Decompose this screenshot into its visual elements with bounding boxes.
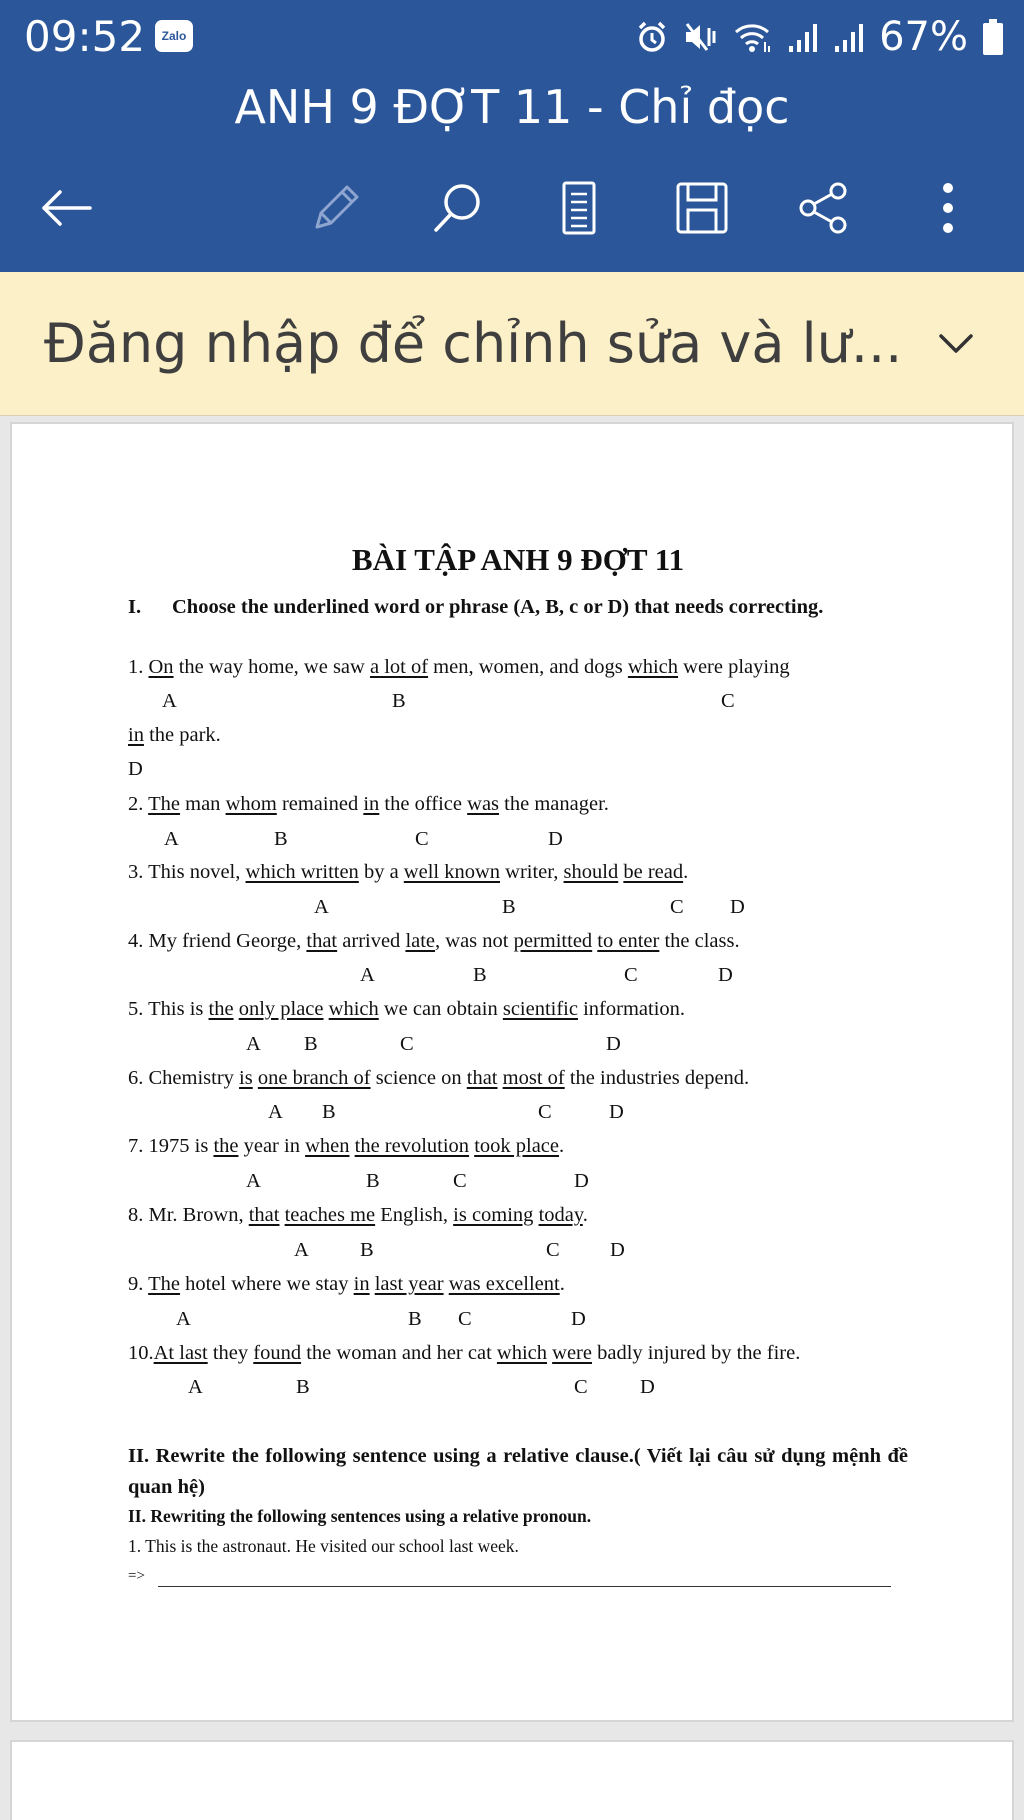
battery-percent: 67%: [879, 14, 968, 60]
question-7: 7. 1975 is the year in when the revolution took place.: [128, 1135, 565, 1157]
zalo-notification-icon: Zalo: [155, 20, 193, 52]
wifi-icon: [733, 20, 773, 54]
answer-arrow: =>: [128, 1568, 145, 1584]
option-letter: C: [574, 1376, 588, 1398]
status-time: 09:52: [24, 12, 146, 61]
question-2: 2. The man whom remained in the office was the manager.: [128, 793, 609, 815]
option-letter: D: [730, 896, 745, 918]
option-letter: C: [670, 896, 684, 918]
document-title: ANH 9 ĐỢT 11 - Chỉ đọc: [234, 80, 790, 134]
option-letter: A: [162, 690, 177, 712]
option-letter: A: [164, 828, 179, 850]
section-1-text: Choose the underlined word or phrase (A, B, c or D) that needs correcting.: [172, 596, 824, 618]
expand-banner-button[interactable]: [928, 316, 984, 372]
option-letter: A: [246, 1170, 261, 1192]
edit-button[interactable]: [298, 170, 374, 246]
worksheet-title: BÀI TẬP ANH 9 ĐỢT 11: [351, 542, 685, 577]
option-letter: D: [128, 758, 143, 780]
toolbar: [0, 170, 1024, 246]
option-letter: A: [246, 1033, 261, 1055]
sign-in-banner[interactable]: [0, 272, 1024, 416]
back-button[interactable]: [28, 170, 104, 246]
question-3: 3. This novel, which written by a well known writer, should be read.: [128, 861, 689, 883]
mute-vibrate-icon: [683, 20, 719, 54]
option-letter: D: [640, 1376, 655, 1398]
signal-1-icon: [787, 20, 819, 54]
option-letter: A: [176, 1308, 191, 1330]
option-letter: A: [314, 896, 329, 918]
question-6: 6. Chemistry is one branch of science on that most of the industries depend.: [128, 1067, 750, 1089]
more-options-button[interactable]: [910, 170, 986, 246]
save-button[interactable]: [664, 170, 740, 246]
section-2-instruction: II. Rewrite the following sentence using a relative clause.( Viết lại câu sử dụng mệnh đề quan hệ): [128, 1445, 908, 1498]
question-5: 5. This is the only place which we can obtain scientific information.: [128, 998, 686, 1020]
pencil-icon: [309, 181, 363, 235]
option-letter: C: [624, 964, 638, 986]
question-10: 10.At last they found the woman and her cat which were badly injured by the fire.: [128, 1342, 801, 1364]
option-letter: B: [304, 1033, 318, 1055]
section-1-number: I.: [128, 596, 142, 618]
question-8: 8. Mr. Brown, that teaches me English, is coming today.: [128, 1204, 588, 1226]
option-letter: B: [274, 828, 288, 850]
battery-icon: [982, 18, 1004, 56]
section-1-instruction: [128, 592, 908, 623]
option-letter: D: [548, 828, 563, 850]
status-right: [635, 12, 1004, 62]
option-letter: A: [360, 964, 375, 986]
answer-line: [158, 1586, 891, 1587]
search-button[interactable]: [420, 170, 496, 246]
more-vertical-icon: [938, 180, 958, 236]
option-letter: C: [453, 1170, 467, 1192]
question-9: 9. The hotel where we stay in last year was excellent.: [128, 1273, 565, 1295]
option-letter: B: [473, 964, 487, 986]
question-1: 1. On the way home, we saw a lot of men, women, and dogs which were playing: [128, 656, 790, 678]
reading-view-button[interactable]: [541, 170, 617, 246]
option-letter: A: [188, 1376, 203, 1398]
option-letter: C: [721, 690, 735, 712]
share-button[interactable]: [786, 170, 862, 246]
next-document-page[interactable]: [10, 1740, 1014, 1820]
option-letter: B: [366, 1170, 380, 1192]
option-letter: C: [400, 1033, 414, 1055]
question-4: 4. My friend George, that arrived late, was not permitted to enter the class.: [128, 930, 740, 952]
option-letter: C: [415, 828, 429, 850]
option-letter: B: [502, 896, 516, 918]
option-letter: D: [571, 1308, 586, 1330]
option-letter: B: [392, 690, 406, 712]
option-letter: C: [546, 1239, 560, 1261]
reading-view-icon: [559, 180, 599, 236]
sign-in-message: Đăng nhập để chỉnh sửa và lư...: [44, 312, 903, 375]
chevron-down-icon: [938, 333, 974, 355]
search-icon: [430, 180, 486, 236]
option-letter: B: [322, 1101, 336, 1123]
document-page[interactable]: [10, 422, 1014, 1722]
option-letter: A: [268, 1101, 283, 1123]
save-icon: [674, 180, 730, 236]
option-letter: A: [294, 1239, 309, 1261]
rewrite-question-1: 1. This is the astronaut. He visited our school last week.: [128, 1536, 519, 1556]
option-letter: B: [360, 1239, 374, 1261]
signal-2-icon: [833, 20, 865, 54]
section-2-subheading: II. Rewriting the following sentences using a relative pronoun.: [128, 1506, 592, 1526]
alarm-icon: [635, 20, 669, 54]
share-icon: [796, 180, 852, 236]
option-letter: B: [408, 1308, 422, 1330]
back-arrow-icon: [38, 188, 94, 228]
option-letter: D: [718, 964, 733, 986]
option-letter: C: [458, 1308, 472, 1330]
app-bar: [0, 0, 1024, 272]
option-letter: C: [538, 1101, 552, 1123]
option-letter: D: [574, 1170, 589, 1192]
option-letter: D: [610, 1239, 625, 1261]
question-1-cont: in the park.: [128, 724, 221, 746]
option-letter: B: [296, 1376, 310, 1398]
option-letter: D: [606, 1033, 621, 1055]
status-bar: [0, 0, 1024, 72]
option-letter: D: [609, 1101, 624, 1123]
